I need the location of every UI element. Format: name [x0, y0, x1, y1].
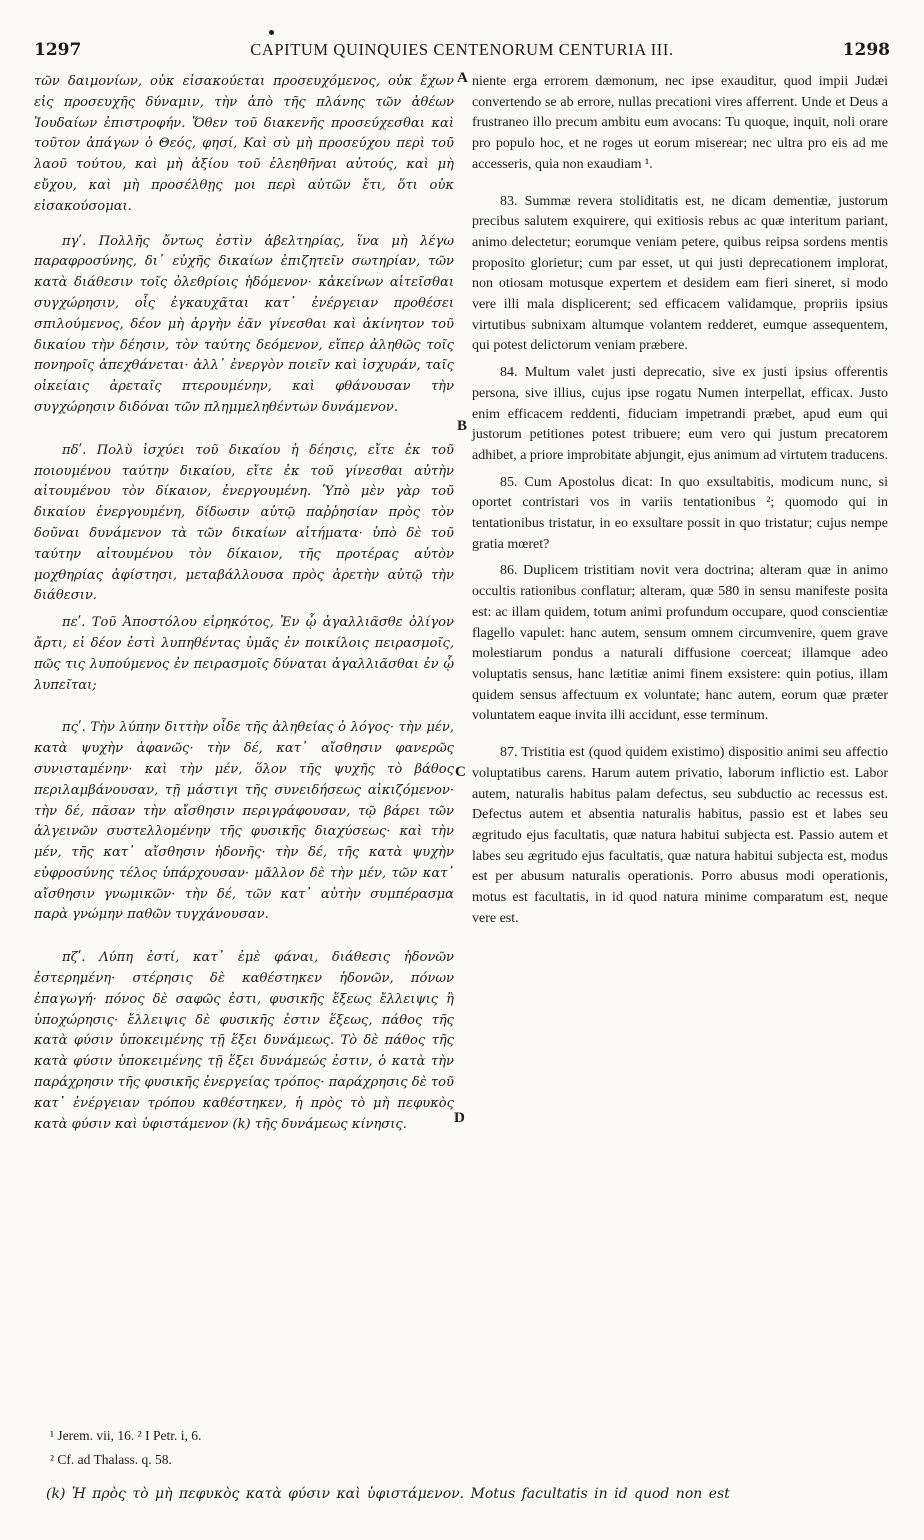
page-number-left: 1297	[34, 40, 82, 60]
margin-letter-d: D	[454, 1110, 465, 1126]
printer-dot	[269, 30, 274, 35]
latin-paragraph: 87. Tristitia est (quod quidem existimo) dispositio animi seu affectio voluptatibus carens. Harum autem privatio, laborum inflictio est. Labor autem, naturalis habitus palam defectus, seu subductio ac recessus est. Defectus autem et absentia naturalis habitus, passio est et labes seu ægritudo ejus facultatis, quæ natura habitui subjecta est. Passio autem et labes seu ægritudo ejus facultatis, quæ natura habitui subjecta est, modus est per abusum naturalis operationis. Porro abusus modi operationis, motus est facultatis, in id quod natura minime comparatum est, neque vere est.	[472, 745, 888, 926]
greek-paragraph: πεʹ. Τοῦ Ἀποστόλου εἰρηκότος, Ἐν ᾧ ἀγαλλιᾶσθε ὀλίγον ἄρτι, εἰ δέον ἐστὶ λυπηθέντας ὑμᾶς ἐν ποικίλοις πειρασμοῖς, πῶς τις λυπούμενος ἐν πειρασμοῖς δύναται ἀγαλλιᾶσθαι ἐν ᾧ λυπεῖται;	[34, 615, 454, 693]
greek-paragraph: πςʹ. Τὴν λύπην διττὴν οἶδε τῆς ἀληθείας ὁ λόγος· τὴν μέν, κατὰ ψυχὴν ἀφανῶς· τὴν δέ, κατ᾽ αἴσθησιν φανερῶς συνισταμένην· καὶ τὴν μέν, ὅλον τῆς ψυχῆς τὸ βάθος περιλαμβάνουσαν, τῇ μάστιγι τῆς συνειδήσεως αἰκιζόμενον· τὴν δέ, πᾶσαν τὴν αἴσθησιν περιγράφουσαν, τῷ βάρει τῶν ἀλγεινῶν συστελλομένην τῆς φυσικῆς διαχύσεως· καὶ τὴν μέν, τῆς κατ᾽ αἴσθησιν ἡδονῆς· τὴν δέ, τῆς κατὰ ψυχὴν εὐφροσύνης τέλος ὑπάρχουσαν· μᾶλλον δὲ τὴν μέν, τῶν κατ᾽ αἴσθησιν γνωμικῶν· τὴν δέ, τῶν κατ᾽ αὐτὴν συμπέρασμα παρὰ γνώμην παθῶν τυγχάνουσαν.	[34, 720, 454, 923]
margin-letter-a: A	[457, 70, 468, 86]
greek-column	[34, 72, 454, 1135]
page-number-right: 1298	[842, 40, 890, 60]
footnotes	[50, 1424, 201, 1472]
latin-paragraph: 86. Duplicem tristitiam novit vera doctrina; alteram quæ in animo occultis rationibus conflatur; alteram, quæ 580 in sensu manifeste posita est: ac illam quidem, totum animi profundum occupare, quod conscientiæ flagello vapulet: hanc autem, sensum omnem circumvenire, quem grave molestiarum pondus a naturali diffusione coerceat; illamque adeo voluptatis sensus, hanc lætitiæ animi finem exsistere: quin potius, illam quidem sensus affectuum ex voluntate; hanc autem, eorum quæ præter voluntatem eaque invita illi accidunt, esse terminum.	[472, 563, 888, 724]
margin-letter-c: C	[455, 764, 466, 780]
margin-letter-b: B	[457, 418, 468, 434]
running-title: CAPITUM QUINQUIES CENTENORUM CENTURIA III.	[250, 40, 674, 59]
editor-note: (k) Ἡ πρὸς τὸ μὴ πεφυκὸς κατὰ φύσιν καὶ ὑφιστάμενον. Motus facultatis in id quod non est	[46, 1486, 730, 1502]
footnote: ² Cf. ad Thalass. q. 58.	[50, 1452, 172, 1467]
footnote: ¹ Jerem. vii, 16. ² I Petr. i, 6.	[50, 1428, 202, 1443]
greek-paragraph: πγʹ. Πολλῆς ὄντως ἐστὶν ἀβελτηρίας, ἵνα μὴ λέγω παραφροσύνης, δι᾽ εὐχῆς δικαίων ἐπιζητεῖν σωτηρίαν, τῶν κατὰ διάθεσιν τοῖς ὀλεθρίοις ἡδόμενον· κἀκείνων αἰτεῖσθαι συγχώρησιν, οἷς ἐγκαυχᾶται κατ᾽ ἐνέργειαν προθέσει σπιλούμενος, δέον μὴ ἀργὴν ἐᾶν γίνεσθαι καὶ ἀκίνητον τοῦ δικαίου τὴν δέησιν, τὸν ταύτης δεόμενον, εἴπερ ἀληθῶς τοῖς πονηροῖς ἀπεχθάνεται· ἀλλ᾽ ἐνεργὸν ποιεῖν καὶ ἰσχυράν, ταῖς οἰκείαις ἀρεταῖς πτερουμένην, καὶ φθάνουσαν τὴν συγχώρησιν διδόναι τῶν πλημμεληθέντων δυνάμενον.	[34, 233, 454, 415]
latin-paragraph: 85. Cum Apostolus dicat: In quo exsultabitis, modicum nunc, si oportet contristari vos in variis tentationibus ²; quomodo qui in tentationibus tristatur, in eo exsultare possit in quo tristatur; cujus nempe gratia mœret?	[472, 474, 888, 552]
running-header	[34, 40, 890, 66]
greek-paragraph: πδʹ. Πολὺ ἰσχύει τοῦ δικαίου ἡ δέησις, εἴτε ἐκ τοῦ ποιουμένου ταύτην δικαίου, εἴτε ἐκ τοῦ γίνεσθαι αὐτὴν αἰτουμένου τὸν δίκαιον, ἐνεργουμένη. Ὑπὸ μὲν γὰρ τοῦ δικαίου ἐνεργουμένη, δίδωσιν αὐτῷ παῤῥησίαν πρὸς τὸν δοῦναι δυνάμενον τὰ τῶν δικαίων αἰτήματα· ὑπὸ δὲ τοῦ ταύτην αἰτουμένου τὸν δίκαιον, τῆς προτέρας αὐτὸν μοχθηρίας ἀφίστησι, μεταβάλλουσα πρὸς ἀρετὴν αὐτῷ τὴν διάθεσιν.	[34, 442, 454, 604]
greek-paragraph: πζʹ. Λύπη ἐστί, κατ᾽ ἐμὲ φάναι, διάθεσις ἡδονῶν ἐστερημένη· στέρησις δὲ καθέστηκεν ἡδονῶν, πόνων ἐπαγωγή· πόνος δὲ σαφῶς ἐστι, φυσικῆς ἕξεως ἔλλειψις ἢ ὑποχώρησις· ἔλλειψις δὲ φυσικῆς ἐστιν ἕξεως, πάθος τῆς κατὰ φύσιν ὑποκειμένης τῇ ἕξει δυνάμεως. Τὸ δὲ πάθος τῆς κατὰ φύσιν ὑποκειμένης τῇ ἕξει δυνάμεώς ἐστιν, ὁ κατὰ τὴν παράχρησιν τῆς φυσικῆς ἐνεργείας τρόπος· παράχρησις δὲ τοῦ κατ᾽ ἐνέργειαν τρόπου καθέστηκεν, ἡ πρὸς τὸ μὴ πεφυκὸς κατὰ φύσιν καὶ ὑφιστάμενον (k) τῆς δυνάμεως κίνησις.	[34, 950, 454, 1132]
greek-paragraph: τῶν δαιμονίων, οὐκ εἰσακούεται προσευχόμενος, οὐκ ἔχων εἰς προσευχῆς δύναμιν, τὴν ἀπὸ τῆς πλάνης τῶν ἀθέων Ἰουδαίων ἐπιστροφήν. Ὅθεν τοῦ διακενῆς προσεύχεσθαι καὶ τοῦτον ἀπάγων ὁ Θεός, φησί, Καὶ σὺ μὴ προσεύχου περὶ τοῦ λαοῦ τούτου, καὶ μὴ ἀξίου τοῦ ἐλεηθῆναι αὐτούς, καὶ μὴ εὔχου, καὶ μὴ προσέλθῃς μοι περὶ αὐτῶν ἔτι, ὅτι οὐκ εἰσακούσομαι.	[34, 74, 454, 214]
latin-paragraph: 83. Summæ revera stoliditatis est, ne dicam dementiæ, justorum precibus salutem exquirere, qui exitiosis rebus ac quæ interitum pariant, animo delectetur; eorumque veniam petere, quibus reipsa sordens mentis proposito glorietur; cum par esset, ut qui justi deprecationem implorat, non otiosam motusque expertem et desidem eam fieri sineret, si modo vere illi mala displicerent; sed efficacem validamque, propriis ipsius virtutibus subnixam altumque volantem redderet, eumque assequentem, qui potest delictorum veniam præbere.	[472, 193, 888, 354]
latin-column	[472, 72, 888, 929]
latin-paragraph: 84. Multum valet justi deprecatio, sive ex justi ipsius offerentis persona, sive illius, cujus ipse rogatu Numen interpellat, efficax. Justo enim efficacem reddenti, fiduciam impetrandi præbet, apud eum qui justorum petitiones potest tribuere; eum vero qui justum precatorem adhibet, a priore improbitate abjungit, ejus animum ad virtutem traducens.	[472, 365, 888, 463]
latin-paragraph: niente erga errorem dæmonum, nec ipse exauditur, quod impii Judæi convertendo se ab errore, nullas precationi vires afferrent. Unde et Deus a frustraneo illo precum ambitu eum avocans: Tu quoque, inquit, noli orare pro populo hoc, et ne roges ut eorum miserear; nec ultra pro eis ad me accesseris, quia non exaudiam ¹.	[472, 74, 888, 172]
